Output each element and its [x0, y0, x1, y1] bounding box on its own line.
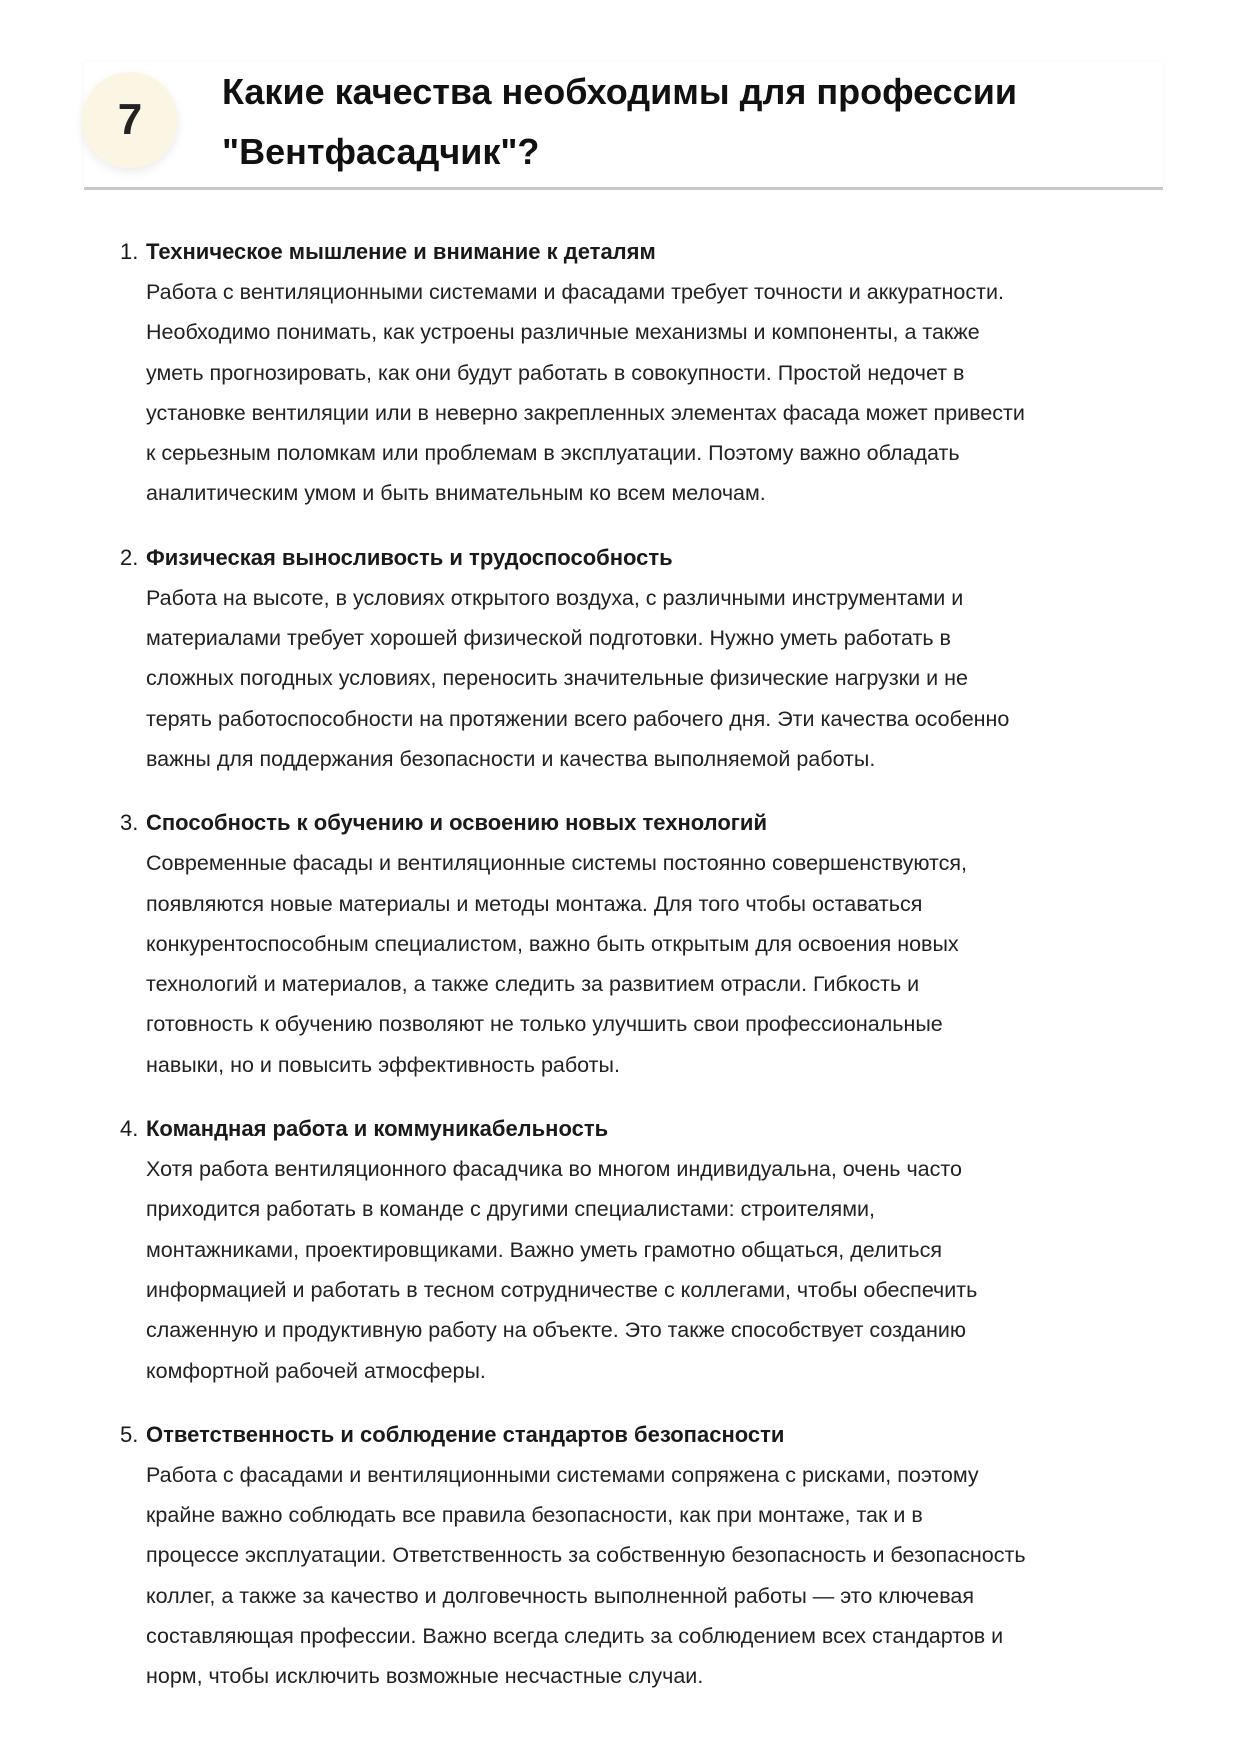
description-line: Необходимо понимать, как устроены различные механизмы и компоненты, а также [146, 320, 980, 345]
list-item [120, 538, 1170, 779]
item-number: 1. [120, 239, 139, 264]
item-description [146, 272, 1170, 514]
item-heading: Ответственность и соблюдение стандартов безопасности [146, 1421, 785, 1447]
item-number: 2. [120, 544, 139, 570]
description-line: установке вентиляции или в неверно закрепленных элементах фасада может привести [146, 400, 1025, 425]
description-line: конкурентоспособным специалистом, важно быть открытым для освоения новых [146, 931, 959, 956]
description-line: процессе эксплуатации. Ответственность за собственную безопасность и безопасность [146, 1543, 1026, 1568]
item-description [146, 578, 1170, 779]
item-number: 4. [120, 1116, 139, 1142]
item-heading: Командная работа и коммуникабельность [146, 1116, 609, 1142]
description-line: готовность к обучению позволяют не только улучшить свои профессиональные [146, 1012, 943, 1037]
description-line: коллег, а также за качество и долговечность выполненной работы — это ключевая [146, 1583, 975, 1608]
description-line: слаженную и продуктивную работу на объекте. Это также способствует созданию [146, 1318, 967, 1343]
item-number: 5. [120, 1421, 139, 1447]
description-line: информацией и работать в тесном сотрудничестве с коллегами, чтобы обеспечить [146, 1277, 978, 1302]
item-description [146, 1455, 1170, 1697]
title-line: "Вентфасадчик"? [222, 131, 540, 172]
description-line: крайне важно соблюдать все правила безопасности, как при монтаже, так и в [146, 1503, 923, 1528]
list-item [120, 803, 1170, 1085]
description-line: комфортной рабочей атмосферы. [146, 1358, 486, 1383]
description-line: терять работоспособности на протяжении всего рабочего дня. Эти качества особенно [146, 706, 1010, 731]
item-number: 3. [120, 810, 139, 836]
description-line: уметь прогнозировать, как они будут работать в совокупности. Простой недочет в [146, 360, 965, 385]
section-number-badge: 7 [82, 72, 178, 168]
description-line: норм, чтобы исключить возможные несчастные случаи. [146, 1664, 704, 1689]
header-divider [84, 187, 1163, 190]
description-line: материалами требует хорошей физической подготовки. Нужно уметь работать в [146, 626, 951, 651]
description-line: аналитическим умом и быть внимательным ко всем мелочам. [146, 481, 766, 506]
description-line: составляющая профессии. Важно всегда следить за соблюдением всех стандартов и [146, 1624, 1004, 1649]
description-line: приходится работать в команде с другими специалистами: строителями, [146, 1197, 875, 1222]
item-heading: Техническое мышление и внимание к деталям [146, 239, 656, 264]
description-line: технологий и материалов, а также следить за развитием отрасли. Гибкость и [146, 972, 920, 997]
description-line: Работа на высоте, в условиях открытого воздуха, с различными инструментами и [146, 585, 964, 610]
list-item [120, 1415, 1170, 1697]
list-item [120, 232, 1170, 514]
description-line: важны для поддержания безопасности и качества выполняемой работы. [146, 746, 876, 771]
description-line: монтажниками, проектировщиками. Важно уметь грамотно общаться, делиться [146, 1237, 942, 1262]
description-line: Хотя работа вентиляционного фасадчика во многом индивидуальна, очень часто [146, 1157, 962, 1182]
list-item [120, 1109, 1170, 1391]
description-line: Современные фасады и вентиляционные системы постоянно совершенствуются, [146, 851, 968, 876]
description-line: Работа с вентиляционными системами и фасадами требует точности и аккуратности. [146, 280, 1004, 304]
description-line: навыки, но и повысить эффективность работы. [146, 1052, 620, 1077]
item-heading: Способность к обучению и освоению новых технологий [146, 810, 767, 836]
section-title [222, 62, 1122, 182]
title-line: Какие качества необходимы для профессии [222, 71, 1017, 112]
description-line: к серьезным поломкам или проблемам в эксплуатации. Поэтому важно обладать [146, 441, 960, 466]
description-line: сложных погодных условиях, переносить значительные физические нагрузки и не [146, 666, 968, 691]
description-line: Работа с фасадами и вентиляционными системами сопряжена с рисками, поэтому [146, 1462, 979, 1487]
description-line: появляются новые материалы и методы монтажа. Для того чтобы оставаться [146, 891, 923, 916]
item-heading: Физическая выносливость и трудоспособность [146, 544, 673, 570]
item-description [146, 843, 1170, 1085]
qualities-list [120, 232, 1170, 1721]
item-description [146, 1149, 1170, 1391]
